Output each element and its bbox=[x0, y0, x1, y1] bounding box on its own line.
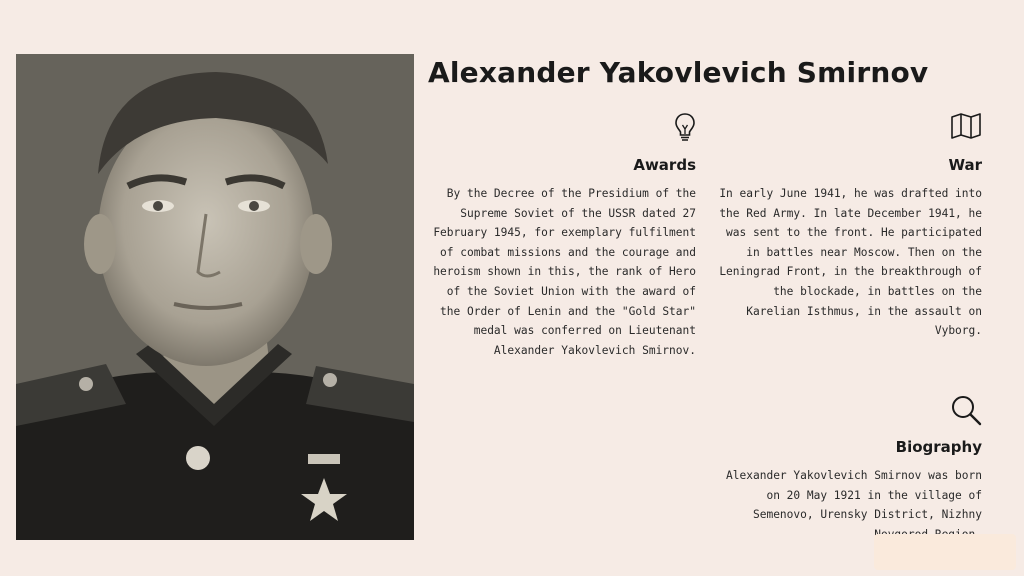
slide-nav-area[interactable] bbox=[874, 534, 1016, 570]
portrait-photo bbox=[16, 54, 414, 540]
war-heading: War bbox=[948, 156, 982, 174]
search-icon bbox=[950, 394, 982, 430]
awards-text: By the Decree of the Presidium of the Supreme Soviet of the USSR dated 27 February 1945, for exemplary fulfilment of combat missions and the courage and heroism shown in this, the rank of Hero of the Soviet Union with the award of the Order of Lenin and the "Gold Star" medal was conferred on Lieutenant Alexander Yakovlevich Smirnov. bbox=[433, 187, 696, 357]
war-section bbox=[716, 112, 982, 372]
map-icon bbox=[950, 112, 982, 144]
page-title: Alexander Yakovlevich Smirnov bbox=[428, 56, 929, 89]
lightbulb-icon bbox=[674, 112, 696, 146]
biography-text: Alexander Yakovlevich Smirnov was born on 20 May 1921 in the village of Semenovo, Urensky District, Nizhny bbox=[726, 469, 982, 522]
biography-section bbox=[716, 394, 982, 540]
war-text: In early June 1941, he was drafted into the Red Army. In late December 1941, he was sent to the front. He participated in battles near Moscow. Then on the Leningrad Front, in the breakthrough of the blockade, in battles on the Karelian Isthmus, in the assault on Vyborg. bbox=[719, 187, 982, 338]
awards-heading: Awards bbox=[633, 156, 696, 174]
awards-section bbox=[428, 112, 696, 412]
biography-heading: Biography bbox=[895, 438, 982, 456]
